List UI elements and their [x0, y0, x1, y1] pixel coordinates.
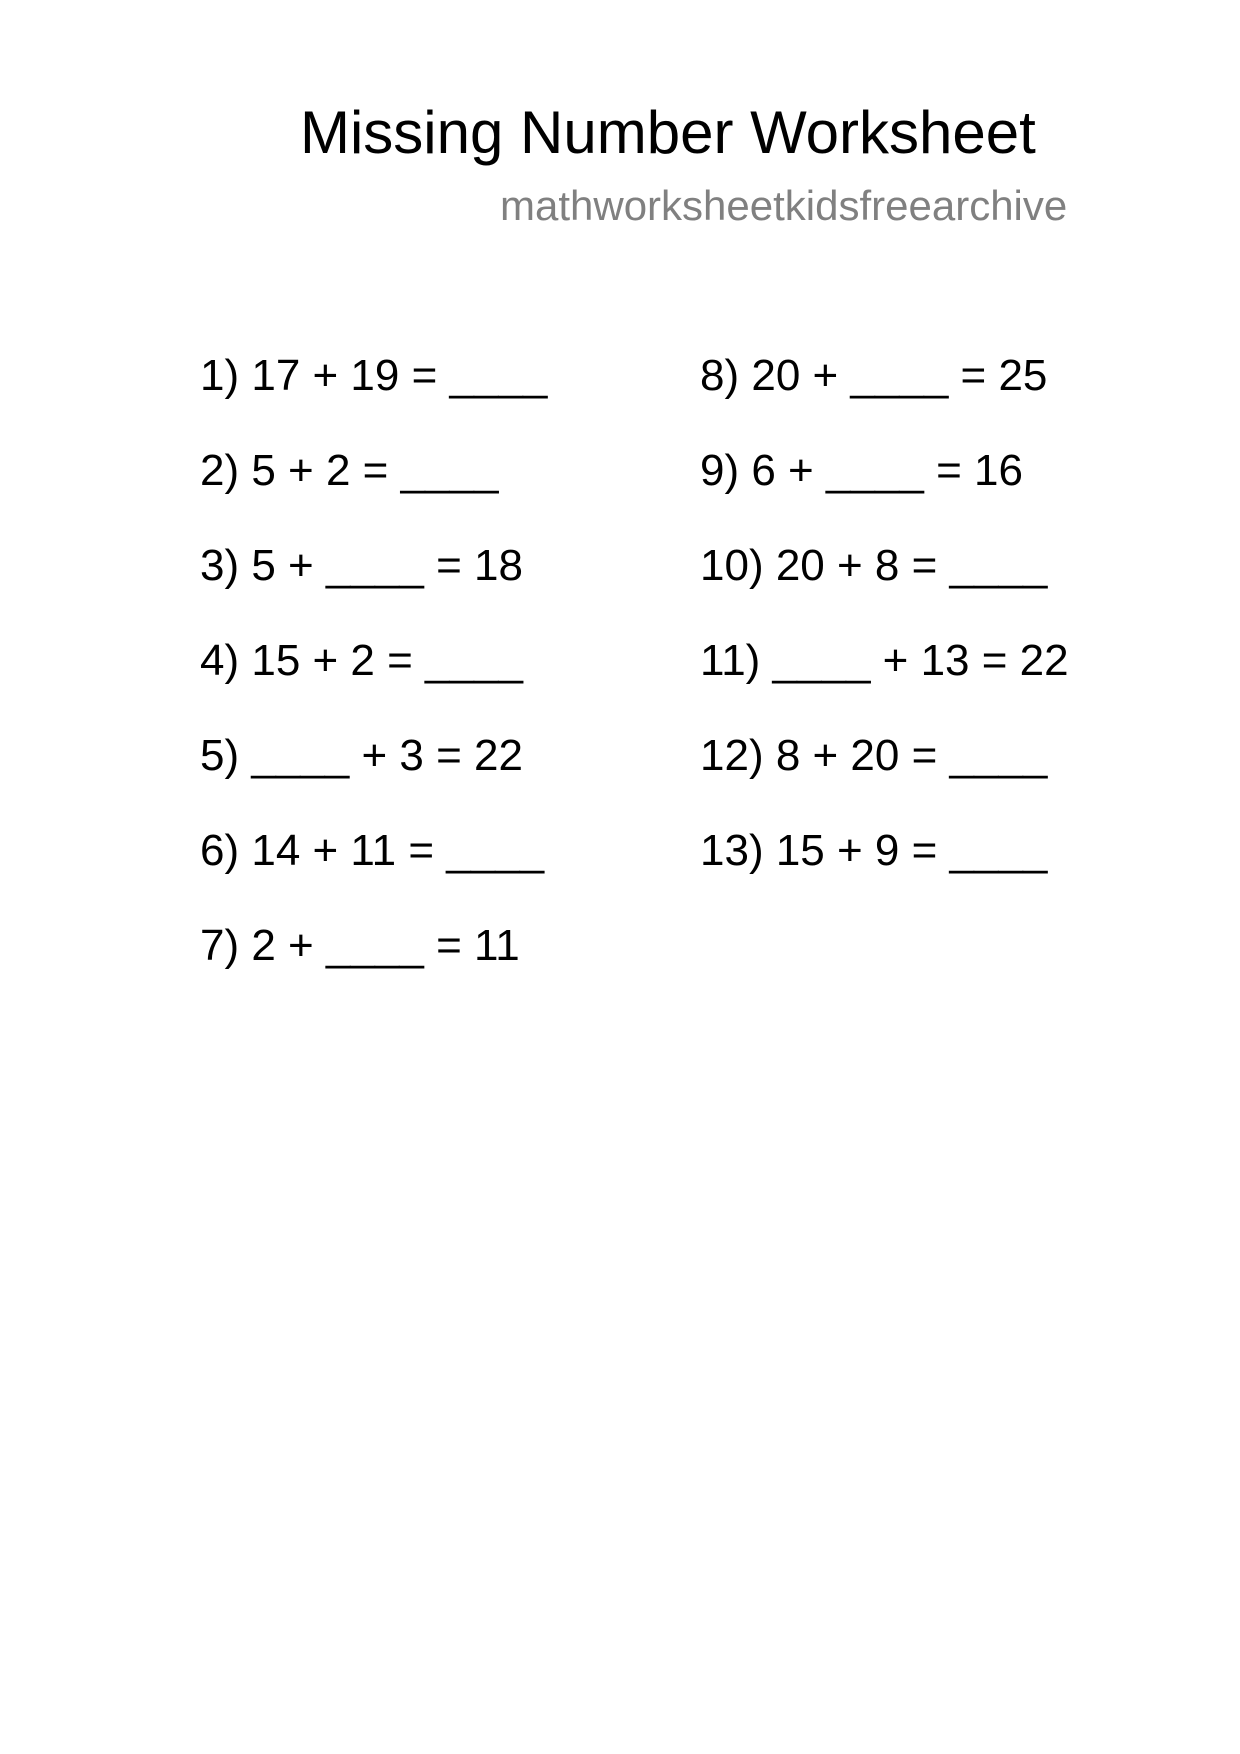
problem-4: 4) 15 + 2 = ____	[200, 636, 523, 685]
problem-7: 7) 2 + ____ = 11	[200, 921, 520, 970]
problem-13: 13) 15 + 9 = ____	[700, 826, 1048, 875]
problem-5: 5) ____ + 3 = 22	[200, 731, 523, 780]
problem-11: 11) ____ + 13 = 22	[700, 636, 1069, 685]
site-watermark: mathworksheetkidsfreearchive	[500, 182, 1068, 229]
problems-left-column	[200, 348, 547, 1013]
problem-1: 1) 17 + 19 = ____	[200, 351, 548, 400]
problem-3: 3) 5 + ____ = 18	[200, 541, 523, 590]
problem-8: 8) 20 + ____ = 25	[700, 351, 1048, 400]
problem-12: 12) 8 + 20 = ____	[700, 731, 1048, 780]
problems-right-column	[700, 348, 1069, 918]
problem-9: 9) 6 + ____ = 16	[700, 446, 1023, 495]
problem-6: 6) 14 + 11 = ____	[200, 826, 545, 875]
problem-10: 10) 20 + 8 = ____	[700, 541, 1048, 590]
page-title: Missing Number Worksheet	[300, 99, 1036, 166]
problem-2: 2) 5 + 2 = ____	[200, 446, 499, 495]
